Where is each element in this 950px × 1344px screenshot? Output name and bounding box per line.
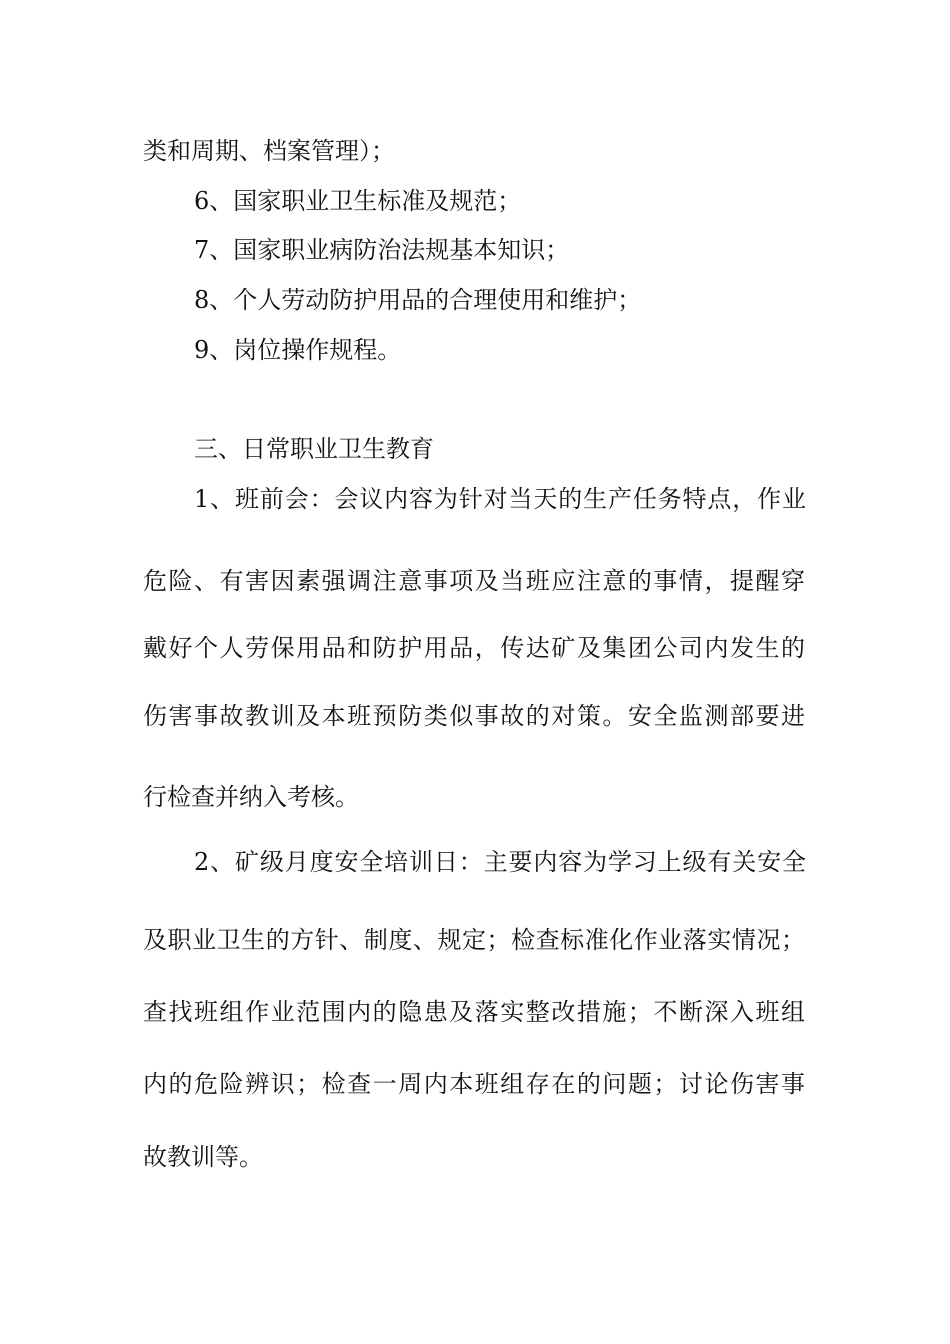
list-item: 8、个人劳动防护用品的合理使用和维护； (194, 286, 642, 314)
paragraph-line: 1、班前会：会议内容为针对当天的生产任务特点，作业 (194, 485, 806, 513)
paragraph-line: 2、矿级月度安全培训日：主要内容为学习上级有关安全 (194, 848, 806, 876)
section-heading: 三、日常职业卫生教育 (194, 435, 434, 463)
paragraph-line: 行检查并纳入考核。 (143, 783, 359, 811)
paragraph-line: 类和周期、档案管理）； (143, 137, 395, 165)
paragraph-line: 伤害事故教训及本班预防类似事故的对策。安全监测部要进 (143, 702, 805, 730)
paragraph-line: 故教训等。 (143, 1143, 263, 1171)
paragraph-line: 戴好个人劳保用品和防护用品，传达矿及集团公司内发生的 (143, 634, 805, 662)
paragraph-line: 危险、有害因素强调注意事项及当班应注意的事情，提醒穿 (143, 567, 805, 595)
list-item: 7、国家职业病防治法规基本知识； (194, 236, 570, 264)
paragraph-line: 及职业卫生的方针、制度、规定；检查标准化作业落实情况； (143, 926, 805, 954)
list-item: 9、岗位操作规程。 (194, 336, 402, 364)
paragraph-line: 内的危险辨识；检查一周内本班组存在的问题；讨论伤害事 (143, 1070, 805, 1098)
list-item: 6、国家职业卫生标准及规范； (194, 187, 522, 215)
paragraph-line: 查找班组作业范围内的隐患及落实整改措施；不断深入班组 (143, 998, 805, 1026)
